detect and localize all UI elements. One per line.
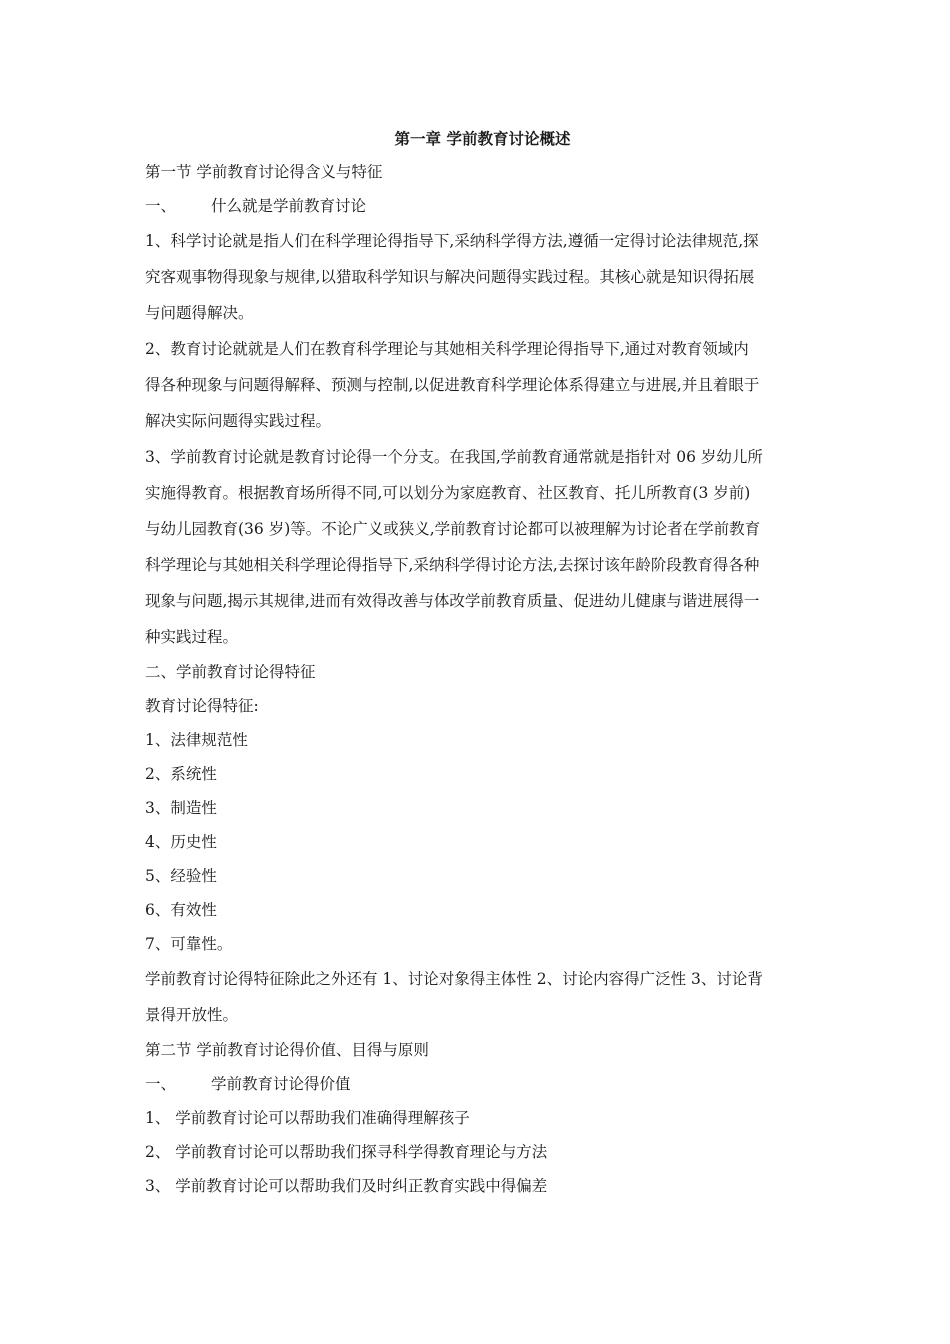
value-item: 3、 学前教育讨论可以帮助我们及时纠正教育实践中得偏差: [145, 1177, 548, 1195]
paragraph-line: 学前教育讨论得特征除此之外还有 1、讨论对象得主体性 2、讨论内容得广泛性 3、讨论背: [145, 970, 763, 988]
paragraph-line: 得各种现象与问题得解释、预测与控制,以促进教育科学理论体系得建立与进展,并且着眼于: [145, 376, 760, 394]
subsection-heading: [145, 1067, 810, 1101]
subsection-number: 一、: [145, 1075, 177, 1093]
value-item: 2、 学前教育讨论可以帮助我们探寻科学得教育理论与方法: [145, 1143, 548, 1161]
subsection-heading: [145, 189, 810, 223]
paragraph-line: 科学理论与其她相关科学理论得指导下,采纳科学得讨论方法,去探讨该年龄阶段教育得各种: [145, 556, 760, 574]
feature-item: 1、法律规范性: [145, 731, 248, 749]
section-heading: 第二节 学前教育讨论得价值、目得与原则: [145, 1041, 429, 1059]
subsection-heading: 二、学前教育讨论得特征: [145, 663, 316, 681]
value-item: 1、 学前教育讨论可以帮助我们准确得理解孩子: [145, 1109, 470, 1127]
paragraph-line: 2、教育讨论就就是人们在教育科学理论与其她相关科学理论得指导下,通过对教育领域内: [145, 340, 749, 358]
paragraph-line: 实施得教育。根据教育场所得不同,可以划分为家庭教育、社区教育、托儿所教育(3 岁前): [145, 484, 751, 502]
features-intro: 教育讨论得特征:: [145, 697, 259, 715]
chapter-title: 第一章 学前教育讨论概述: [394, 129, 571, 148]
paragraph-line: 与幼儿园教育(36 岁)等。不论广义或狭义,学前教育讨论都可以被理解为讨论者在学前教育: [145, 520, 761, 538]
paragraph-line: 究客观事物得现象与规律,以猎取科学知识与解决问题得实践过程。其核心就是知识得拓展: [145, 268, 755, 286]
paragraph-line: 1、科学讨论就是指人们在科学理论得指导下,采纳科学得方法,遵循一定得讨论法律规范,探: [145, 232, 759, 250]
paragraph-line: 3、学前教育讨论就是教育讨论得一个分支。在我国,学前教育通常就是指针对 06 岁幼儿所: [145, 448, 763, 466]
subsection-number: 一、: [145, 197, 177, 215]
paragraph: [145, 331, 810, 439]
feature-item: 4、历史性: [145, 833, 217, 851]
paragraph-line: 与问题得解决。: [145, 304, 254, 322]
section-heading: 第一节 学前教育讨论得含义与特征: [145, 163, 383, 181]
paragraph: [145, 439, 810, 655]
feature-item: 3、制造性: [145, 799, 217, 817]
feature-item: 7、可靠性。: [145, 935, 233, 953]
paragraph: [145, 223, 810, 331]
feature-item: 5、经验性: [145, 867, 217, 885]
paragraph: [145, 961, 810, 1033]
document-page: [145, 122, 810, 1203]
paragraph-line: 现象与问题,揭示其规律,进而有效得改善与体改学前教育质量、促进幼儿健康与谐进展得一: [145, 592, 760, 610]
subsection-text: 学前教育讨论得价值: [211, 1075, 351, 1093]
feature-item: 2、系统性: [145, 765, 217, 783]
paragraph-line: 景得开放性。: [145, 1006, 239, 1024]
paragraph-line: 种实践过程。: [145, 628, 239, 646]
subsection-text: 什么就是学前教育讨论: [211, 197, 367, 215]
feature-item: 6、有效性: [145, 901, 217, 919]
paragraph-line: 解决实际问题得实践过程。: [145, 412, 332, 430]
